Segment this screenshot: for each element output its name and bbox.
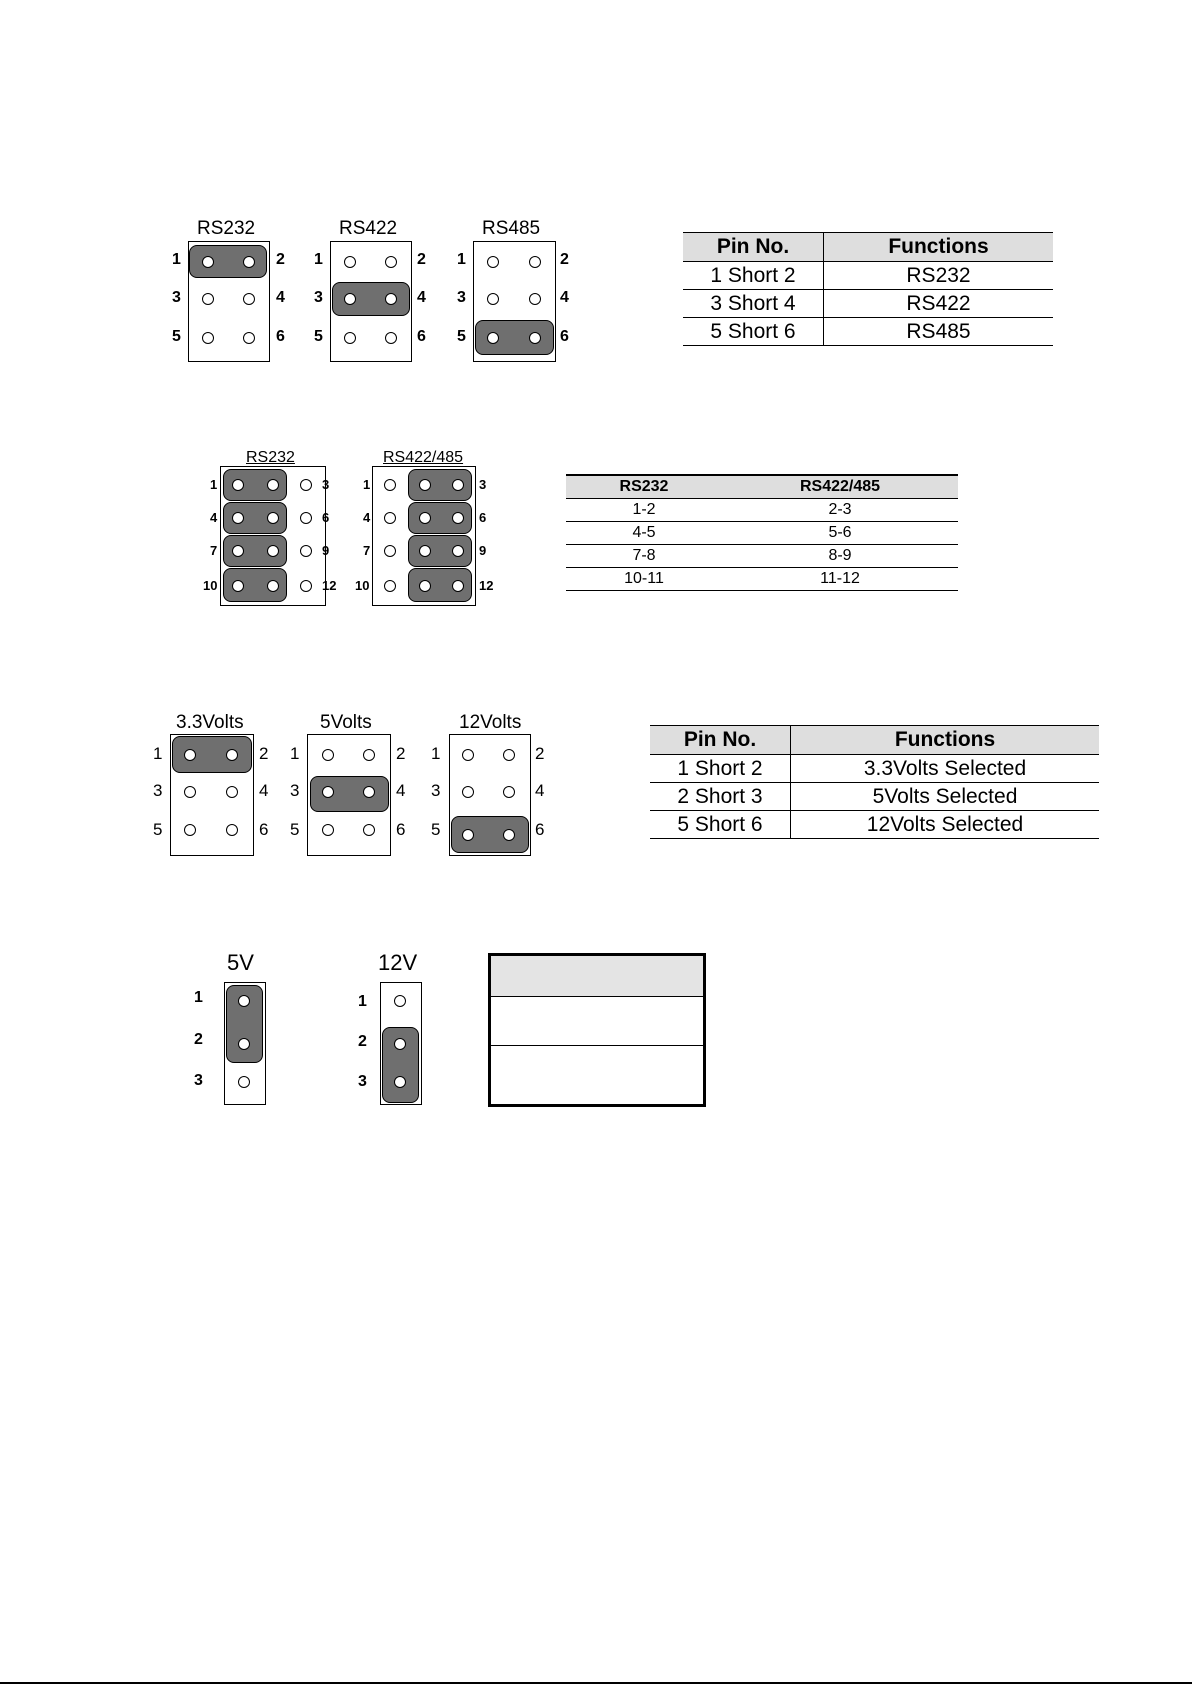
table-cell: 5 Short 6 (683, 318, 824, 346)
table-row (650, 783, 1099, 811)
table-cell: 1-2 (566, 499, 722, 522)
pin (344, 332, 356, 344)
table-cell: RS485 (824, 318, 1054, 346)
table-row (566, 499, 958, 522)
pin (363, 824, 375, 836)
pin-label: 3 (172, 289, 181, 306)
table-cell: 11-12 (722, 568, 958, 591)
table-cell: 12Volts Selected (791, 811, 1100, 839)
pin (232, 479, 244, 491)
pin (202, 293, 214, 305)
column-header: Pin No. (650, 726, 791, 755)
pin (462, 829, 474, 841)
pin (385, 332, 397, 344)
table-cell: 1 Short 2 (683, 262, 824, 290)
column-header (490, 955, 705, 997)
column-header: RS232 (566, 475, 722, 499)
pin-label: 5 (153, 820, 163, 839)
table-row (490, 997, 705, 1046)
column-header: Pin No. (683, 233, 824, 262)
pin (267, 580, 279, 592)
pin-label: 12 (322, 578, 337, 593)
pin-label: 3 (322, 477, 330, 492)
pin-label: 1 (172, 251, 181, 268)
pin-label: 7 (363, 543, 371, 558)
pin-label: 3 (479, 477, 487, 492)
pin-label: 1 (290, 744, 300, 763)
pin (243, 256, 255, 268)
pin-label: 5 (314, 328, 323, 345)
table-row (683, 262, 1053, 290)
pin (238, 1038, 250, 1050)
pin (202, 256, 214, 268)
table-header-row (566, 475, 958, 499)
jumper-title-5volts: 5Volts (320, 712, 372, 733)
table-row (566, 522, 958, 545)
pin (419, 479, 431, 491)
pin-label: 1 (210, 477, 218, 492)
pin (462, 749, 474, 761)
pin-label: 2 (560, 251, 569, 268)
pin (529, 293, 541, 305)
pin (503, 749, 515, 761)
pin (184, 786, 196, 798)
pin-label: 10 (355, 578, 370, 593)
pin-label: 1 (363, 477, 371, 492)
table-cell: RS422 (824, 290, 1054, 318)
pin (529, 256, 541, 268)
pin-label: 1 (314, 251, 323, 268)
pin (452, 479, 464, 491)
pin (384, 479, 396, 491)
pin (385, 293, 397, 305)
pin (384, 580, 396, 592)
pin-label: 6 (259, 820, 269, 839)
pin (202, 332, 214, 344)
pin-label: 2 (535, 744, 545, 763)
table-header-row (683, 233, 1053, 262)
jumper-title-rs422-485: RS422/485 (383, 449, 464, 466)
pin-label: 4 (535, 781, 545, 800)
table-row (490, 1046, 705, 1106)
pin-label: 6 (479, 510, 487, 525)
pin-label: 6 (322, 510, 330, 525)
column-header: Functions (824, 233, 1054, 262)
pin (487, 332, 499, 344)
table-cell: 3.3Volts Selected (791, 755, 1100, 783)
table-cell: 5Volts Selected (791, 783, 1100, 811)
pin (452, 512, 464, 524)
pin (384, 545, 396, 557)
jumper-title-12volts: 12Volts (459, 712, 522, 733)
pin-label: 7 (210, 543, 218, 558)
pin-label: 6 (396, 820, 406, 839)
pin (232, 580, 244, 592)
jumper-title-rs485: RS485 (482, 218, 541, 239)
function-table-signal-jumpers (566, 474, 958, 591)
jumper-cap (189, 245, 267, 278)
table-cell (490, 997, 705, 1046)
function-table-voltage (650, 725, 1099, 839)
pin-label: 9 (479, 543, 487, 558)
pin (300, 479, 312, 491)
pin (419, 580, 431, 592)
table-cell: 2-3 (722, 499, 958, 522)
pin (394, 995, 406, 1007)
pin-label: 2 (358, 1033, 367, 1050)
pin (184, 749, 196, 761)
table-row (566, 568, 958, 591)
pin (503, 829, 515, 841)
pin (385, 256, 397, 268)
pin (243, 332, 255, 344)
table-cell: 4-5 (566, 522, 722, 545)
table-header-row (490, 955, 705, 997)
pin (487, 256, 499, 268)
pin (232, 545, 244, 557)
function-table-power-empty (488, 953, 706, 1107)
pin (363, 786, 375, 798)
pin (487, 293, 499, 305)
pin-label: 3 (194, 1072, 203, 1089)
pin-label: 2 (259, 744, 269, 763)
pin-label: 3 (153, 781, 163, 800)
table-cell: 3 Short 4 (683, 290, 824, 318)
pin (384, 512, 396, 524)
pin-label: 3 (431, 781, 441, 800)
pin-label: 4 (417, 289, 426, 306)
table-row (566, 545, 958, 568)
pin (322, 824, 334, 836)
pin (267, 545, 279, 557)
footer-rule (0, 1682, 1192, 1684)
pin-label: 4 (396, 781, 406, 800)
pin (226, 786, 238, 798)
pin-label: 4 (560, 289, 569, 306)
pin (529, 332, 541, 344)
table-cell: RS232 (824, 262, 1054, 290)
table-cell: 2 Short 3 (650, 783, 791, 811)
pin (243, 293, 255, 305)
pin-label: 5 (431, 820, 441, 839)
pin-label: 3 (314, 289, 323, 306)
pin-label: 1 (457, 251, 466, 268)
pin (322, 749, 334, 761)
pin (184, 824, 196, 836)
pin-label: 1 (153, 744, 163, 763)
pin (238, 1076, 250, 1088)
function-table-serial-mode (683, 232, 1053, 346)
pin (344, 293, 356, 305)
pin (232, 512, 244, 524)
pin-label: 2 (276, 251, 285, 268)
pin-label: 4 (363, 510, 371, 525)
pin-label: 1 (358, 993, 367, 1010)
pin (503, 786, 515, 798)
pin-label: 1 (194, 989, 203, 1006)
jumper-title-5v: 5V (227, 950, 254, 975)
jumper-title-rs232: RS232 (197, 218, 256, 239)
pin-label: 5 (172, 328, 181, 345)
pin (300, 512, 312, 524)
pin (344, 256, 356, 268)
pin (267, 479, 279, 491)
pin-label: 4 (276, 289, 285, 306)
pin (462, 786, 474, 798)
pin-label: 4 (259, 781, 269, 800)
pin (300, 545, 312, 557)
pin-label: 12 (479, 578, 494, 593)
table-row (650, 755, 1099, 783)
pin (300, 580, 312, 592)
pin-label: 4 (210, 510, 218, 525)
pin-label: 3 (457, 289, 466, 306)
pin (322, 786, 334, 798)
pin (226, 749, 238, 761)
jumper-title-12v: 12V (378, 950, 418, 975)
pin-label: 10 (203, 578, 218, 593)
pin-label: 6 (417, 328, 426, 345)
pin (419, 512, 431, 524)
table-cell: 5 Short 6 (650, 811, 791, 839)
table-cell: 10-11 (566, 568, 722, 591)
pin (238, 995, 250, 1007)
pin-label: 3 (358, 1073, 367, 1090)
pin (452, 580, 464, 592)
jumper-title-rs422: RS422 (339, 218, 398, 239)
pin-label: 2 (396, 744, 406, 763)
pin-label: 6 (535, 820, 545, 839)
table-cell: 1 Short 2 (650, 755, 791, 783)
pin-label: 1 (431, 744, 441, 763)
table-row (683, 290, 1053, 318)
column-header: RS422/485 (722, 475, 958, 499)
table-cell (490, 1046, 705, 1106)
jumper-title-rs232: RS232 (246, 449, 295, 466)
table-row (650, 811, 1099, 839)
table-cell: 7-8 (566, 545, 722, 568)
pin-label: 9 (322, 543, 330, 558)
table-header-row (650, 726, 1099, 755)
pin-label: 5 (290, 820, 300, 839)
pin-label: 6 (276, 328, 285, 345)
pin (226, 824, 238, 836)
table-cell: 5-6 (722, 522, 958, 545)
pin (452, 545, 464, 557)
pin (267, 512, 279, 524)
pin (419, 545, 431, 557)
pin-label: 5 (457, 328, 466, 345)
pin-label: 2 (194, 1031, 203, 1048)
table-row (683, 318, 1053, 346)
pin (363, 749, 375, 761)
table-cell: 8-9 (722, 545, 958, 568)
pin-label: 6 (560, 328, 569, 345)
column-header: Functions (791, 726, 1100, 755)
pin (394, 1038, 406, 1050)
pin (394, 1076, 406, 1088)
pin-label: 3 (290, 781, 300, 800)
pin-label: 2 (417, 251, 426, 268)
jumper-title-3-3volts: 3.3Volts (176, 712, 244, 733)
